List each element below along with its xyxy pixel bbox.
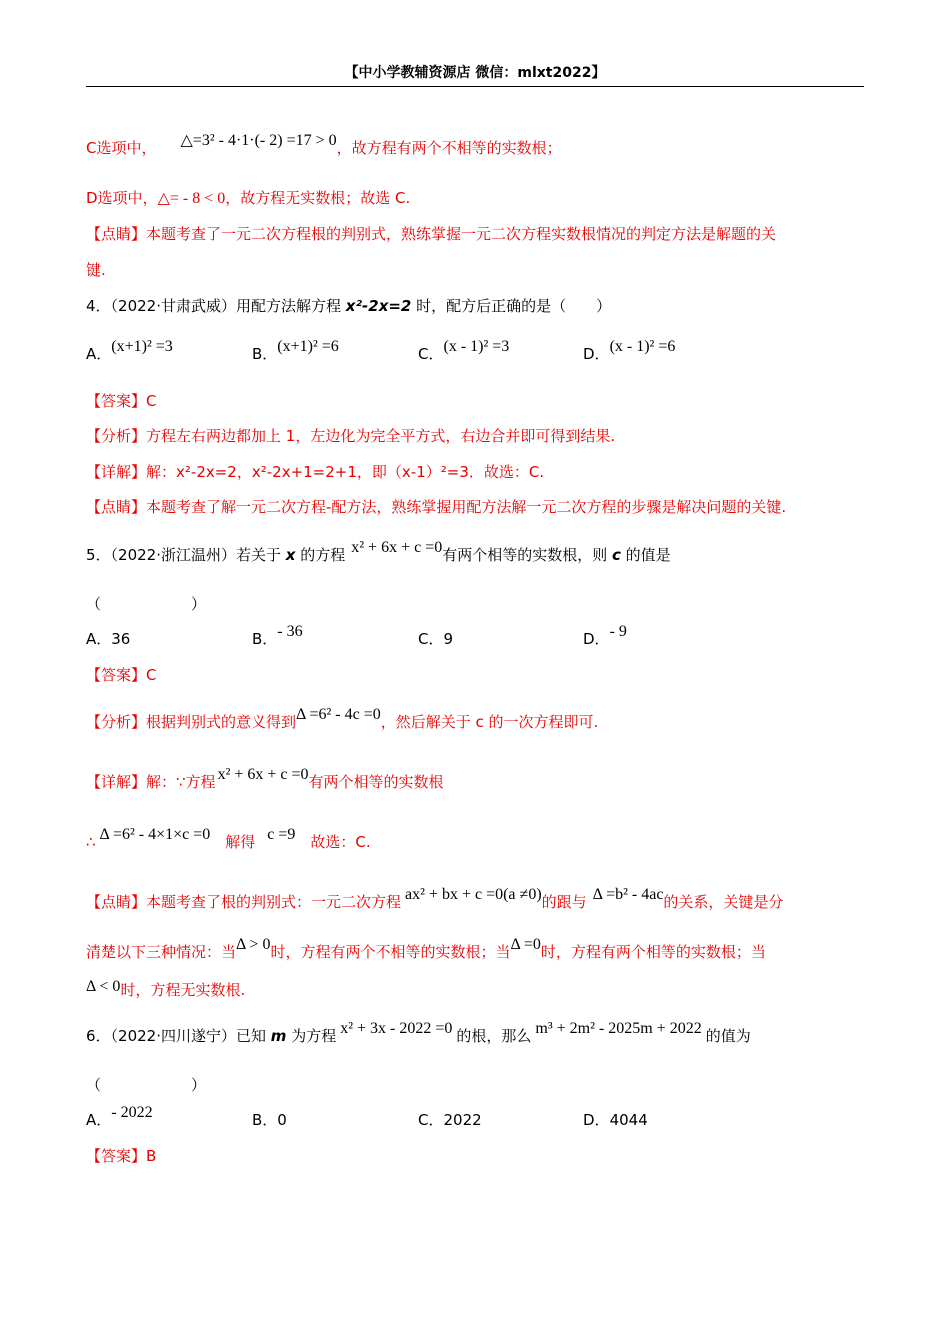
q3-option-c-analysis: C选项中， △=3² - 4·1·(- 2) =17 > 0，故方程有两个不相等的实数根； bbox=[86, 132, 562, 157]
q4-analysis: 【分析】方程左右两边都加上 1，左边化为完全平方式，右边合并即可得到结果. bbox=[86, 427, 616, 445]
q6-equation: x² + 3x - 2022 =0 bbox=[340, 1020, 453, 1037]
q5-option-c: C．9 bbox=[418, 630, 454, 648]
q5-detail-formula: x² + 6x + c =0 bbox=[217, 766, 309, 783]
q6-option-b: B．0 bbox=[252, 1111, 287, 1129]
q5-option-a: A．36 bbox=[86, 630, 131, 648]
q4-option-d: D．(x - 1)² =6 bbox=[583, 338, 676, 363]
q6-expression: m³ + 2m² - 2025m + 2022 bbox=[535, 1020, 702, 1037]
q5-detail: 【详解】解：∵方程 x² + 6x + c =0有两个相等的实数根 bbox=[86, 766, 444, 791]
q4-option-c: C．(x - 1)² =3 bbox=[418, 338, 510, 363]
q3-option-d-analysis: D选项中，△= - 8 < 0，故方程无实数根；故选 C. bbox=[86, 189, 411, 207]
q4-stem: 4．（2022·甘肃武威）用配方法解方程 x²-2x=2 时，配方后正确的是（ ） bbox=[86, 297, 612, 315]
q5-dianjing-line3: Δ < 0时，方程无实数根. bbox=[86, 978, 246, 999]
q5-answer: 【答案】C bbox=[86, 666, 157, 684]
q5-equation: x² + 6x + c =0 bbox=[351, 539, 443, 556]
q6-option-c: C．2022 bbox=[418, 1111, 482, 1129]
discriminant-formula-c: △=3² - 4·1·(- 2) =17 > 0 bbox=[180, 132, 337, 149]
q4-detail: 【详解】解：x²-2x=2，x²-2x+1=2+1，即（x-1）²=3．故选：C. bbox=[86, 463, 545, 481]
q5-solution-formula: c =9 bbox=[267, 826, 296, 843]
q5-therefore: ∴ Δ =6² - 4×1×c =0 解得 c =9 故选：C. bbox=[86, 826, 371, 851]
q5-dianjing-formula: ax² + bx + c =0(a ≠0) bbox=[405, 886, 542, 903]
q4-answer: 【答案】C bbox=[86, 392, 157, 410]
q6-option-a: A．- 2022 bbox=[86, 1104, 153, 1129]
discriminant-formula-d: △= - 8 < 0 bbox=[157, 190, 226, 207]
page-header: 【中小学教辅资源店 微信：mlxt2022】 bbox=[86, 64, 864, 87]
q5-dianjing-line2: 清楚以下三种情况：当Δ > 0时，方程有两个不相等的实数根；当Δ =0时，方程有两个相等的实数根；当 bbox=[86, 936, 766, 961]
q5-analysis-formula: Δ =6² - 4c =0 bbox=[296, 706, 381, 723]
q4-dianjing: 【点睛】本题考查了解一元二次方程-配方法，熟练掌握用配方法解一元二次方程的步骤是解决问题的关键. bbox=[86, 498, 787, 516]
q5-option-d: D．- 9 bbox=[583, 623, 627, 648]
q5-analysis: 【分析】根据判别式的意义得到Δ =6² - 4c =0，然后解关于 c 的一次方程即可. bbox=[86, 706, 599, 731]
q4-option-a: A．(x+1)² =3 bbox=[86, 338, 173, 363]
q5-answer-paren: （ ） bbox=[86, 595, 207, 613]
q6-answer: 【答案】B bbox=[86, 1147, 157, 1165]
q6-answer-paren: （ ） bbox=[86, 1076, 207, 1094]
q3-dianjing-line1: 【点睛】本题考查了一元二次方程根的判别式，熟练掌握一元二次方程实数根情况的判定方法是解题的关 bbox=[86, 225, 777, 243]
q5-dianjing-discriminant: Δ =b² - 4ac bbox=[592, 886, 664, 903]
q5-option-b: B．- 36 bbox=[252, 623, 303, 648]
q4-equation: x²-2x=2 bbox=[345, 297, 412, 315]
q4-option-b: B．(x+1)² =6 bbox=[252, 338, 339, 363]
q5-therefore-formula: Δ =6² - 4×1×c =0 bbox=[99, 826, 211, 843]
q5-dianjing-line1: 【点睛】本题考查了根的判别式：一元二次方程 ax² + bx + c =0(a ≠0)的跟与 Δ =b² - 4ac的关系，关键是分 bbox=[86, 886, 784, 911]
q5-stem: 5．（2022·浙江温州）若关于 x 的方程 x² + 6x + c =0有两个相等的实数根，则 c 的值是 bbox=[86, 539, 671, 564]
q6-option-d: D．4044 bbox=[583, 1111, 648, 1129]
q3-dianjing-line2: 键. bbox=[86, 261, 106, 279]
q6-stem: 6．（2022·四川遂宁）已知 m 为方程 x² + 3x - 2022 =0 的根，那么 m³ + 2m² - 2025m + 2022 的值为 bbox=[86, 1020, 751, 1045]
